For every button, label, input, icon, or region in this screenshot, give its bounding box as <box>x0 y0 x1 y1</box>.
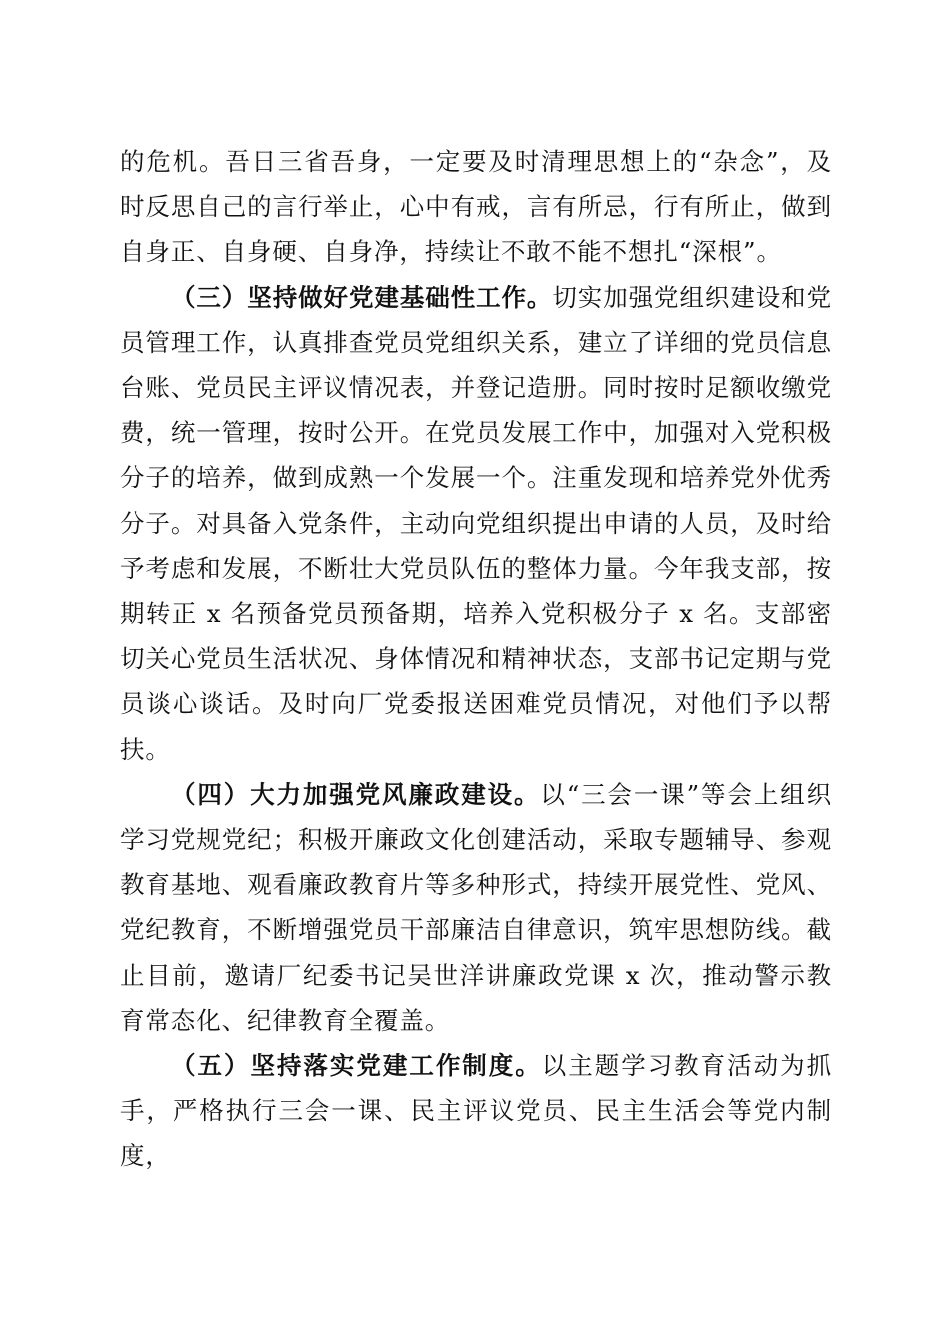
paragraph-continuation <box>120 139 832 275</box>
paragraph-section-4 <box>120 772 832 1043</box>
section-heading-5: （五）坚持落实党建工作制度。 <box>171 1051 542 1081</box>
paragraph-text: 以主题学习教育活动为抓手，严格执行三会一课、民主评议党员、民主生活会等党内制度， <box>120 1051 832 1171</box>
paragraph-text: 以“三会一课”等会上组织学习党规党纪；积极开廉政文化创建活动，采取专题辅导、参观教育基地、观看廉政教育片等多种形式，持续开展党性、党风、党纪教育，不断增强党员干部廉洁自律意识，筑牢思想防线。截止目前，邀请厂纪委书记吴世洋讲廉政党课 x 次，推动警示教育常态化、纪律教育全覆盖。 <box>120 779 832 1035</box>
paragraph-text: 的危机。吾日三省吾身，一定要及时清理思想上的“杂念”，及时反思自己的言行举止，心中有戒，言有所忌，行有所止，做到自身正、自身硬、自身净，持续让不敢不能不想扎“深根”。 <box>120 147 832 267</box>
paragraph-text: 切实加强党组织建设和党员管理工作，认真排查党员党组织关系，建立了详细的党员信息台账、党员民主评议情况表，并登记造册。同时按时足额收缴党费，统一管理，按时公开。在党员发展工作中，加强对入党积极分子的培养，做到成熟一个发展一个。注重发现和培养党外优秀分子。对具备入党条件，主动向党组织提出申请的人员，及时给予考虑和发展，不断壮大党员队伍的整体力量。今年我支部，按期转正 x 名预备党员预备期，培养入党积极分子 x 名。支部密切关心党员生活状况、身体情况和精神状态，支部书记定期与党员谈心谈话。及时向厂党委报送困难党员情况，对他们予以帮扶。 <box>120 282 832 764</box>
paragraph-section-3 <box>120 275 832 772</box>
document-body <box>120 139 832 1179</box>
section-heading-3: （三）坚持做好党建基础性工作。 <box>171 282 553 312</box>
paragraph-section-5 <box>120 1043 832 1179</box>
section-heading-4: （四）大力加强党风廉政建设。 <box>171 779 541 809</box>
